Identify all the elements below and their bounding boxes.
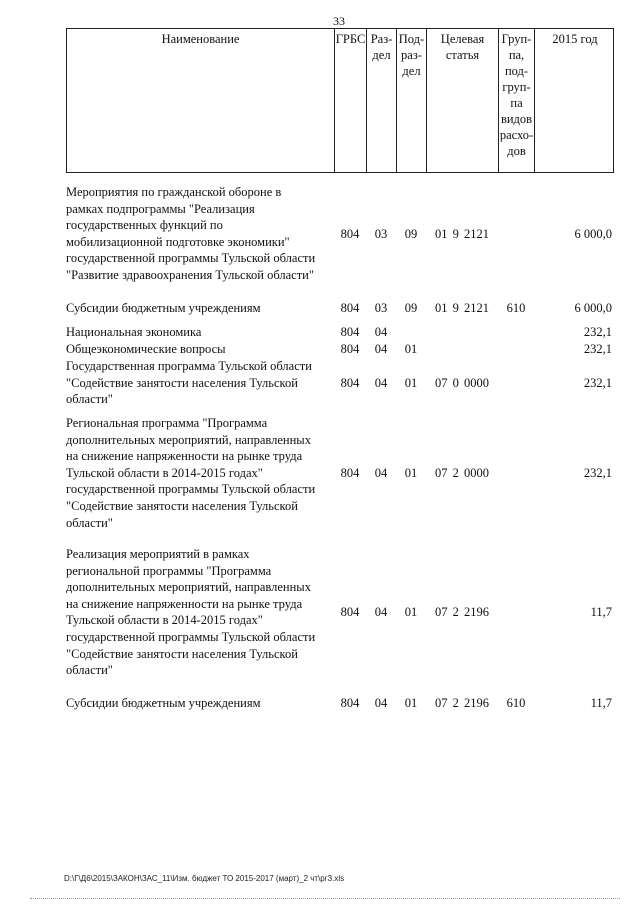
row-name: Региональная программа "Программа дополнительных мероприятий, направленных на снижение напряженности на рынке труда Тульской области в 2014-2015 годах" государственной программы Тульской области "Содействие занятости населения Тульской области" — [66, 416, 316, 530]
row-grbs: 804 — [340, 466, 360, 480]
row-grbs: 804 — [340, 301, 360, 315]
row-target-article: 01 9 2121 — [435, 301, 489, 315]
row-razdel: 04 — [374, 466, 388, 480]
row-podrazdel: 09 — [404, 227, 418, 241]
header-razdel: Раз- дел — [367, 29, 397, 172]
row-podrazdel: 01 — [404, 376, 418, 390]
header-podrazdel: Под- раз- дел — [397, 29, 427, 172]
row-podrazdel: 01 — [404, 466, 418, 480]
row-grbs: 804 — [340, 696, 360, 710]
table-header — [66, 28, 614, 173]
row-razdel: 03 — [374, 301, 388, 315]
row-razdel: 04 — [374, 376, 388, 390]
row-grbs: 804 — [340, 605, 360, 619]
row-name: Мероприятия по гражданской обороне в рамках подпрограммы "Реализация государственных функций по мобилизационной подготовке экономики" государственной программы Тульской области "Развитие здравоохранения Тульской области" — [66, 185, 316, 282]
row-razdel: 04 — [374, 696, 388, 710]
row-podrazdel: 01 — [404, 342, 418, 356]
bottom-rule — [30, 898, 620, 899]
file-path-footer: D:\Г\Д6\2015\ЗАКОН\ЗАС_11\Изм. бюджет ТО 2015-2017 (март)_2 чт\рг3.xls — [64, 874, 345, 883]
row-target-article: 01 9 2121 — [435, 227, 489, 241]
row-name: Национальная экономика — [66, 325, 202, 339]
row-grbs: 804 — [340, 325, 360, 339]
row-name: Субсидии бюджетным учреждениям — [66, 301, 261, 315]
row-amount: 232,1 — [583, 342, 612, 356]
row-amount: 11,7 — [590, 696, 612, 710]
row-expense-group: 610 — [506, 301, 526, 315]
row-name: Государственная программа Тульской области "Содействие занятости населения Тульской области" — [66, 359, 312, 407]
row-target-article: 07 2 2196 — [435, 605, 489, 619]
row-podrazdel: 01 — [404, 605, 418, 619]
row-amount: 232,1 — [583, 466, 612, 480]
row-razdel: 03 — [374, 227, 388, 241]
row-target-article: 07 0 0000 — [435, 376, 489, 390]
row-grbs: 804 — [340, 227, 360, 241]
row-name: Субсидии бюджетным учреждениям — [66, 696, 261, 710]
row-target-article: 07 2 0000 — [435, 466, 489, 480]
row-name: Реализация мероприятий в рамках региональной программы "Программа дополнительных мероприятий, направленных на снижение напряженности на рынке труда Тульской области в 2014-2015 годах" государственной программы Тульской области "Содействие занятости населения Тульской области" — [66, 547, 316, 678]
row-razdel: 04 — [374, 342, 388, 356]
header-target-article: Целевая статья — [427, 29, 499, 172]
row-name: Общеэкономические вопросы — [66, 342, 226, 356]
row-amount: 11,7 — [590, 605, 612, 619]
row-podrazdel: 09 — [404, 301, 418, 315]
header-grbs: ГРБС — [335, 29, 367, 172]
row-razdel: 04 — [374, 325, 388, 339]
row-grbs: 804 — [340, 342, 360, 356]
row-podrazdel: 01 — [404, 696, 418, 710]
row-expense-group: 610 — [506, 696, 526, 710]
page-number: 33 — [333, 14, 345, 28]
header-year: 2015 год — [552, 32, 598, 46]
row-amount: 6 000,0 — [574, 227, 612, 241]
row-amount: 6 000,0 — [574, 301, 612, 315]
row-grbs: 804 — [340, 376, 360, 390]
row-razdel: 04 — [374, 605, 388, 619]
header-name: Наименование — [67, 29, 335, 172]
row-amount: 232,1 — [583, 376, 612, 390]
header-expense-group: Груп- па, под- груп- па видов расхо- дов — [499, 29, 535, 172]
row-target-article: 07 2 2196 — [435, 696, 489, 710]
row-amount: 232,1 — [583, 325, 612, 339]
